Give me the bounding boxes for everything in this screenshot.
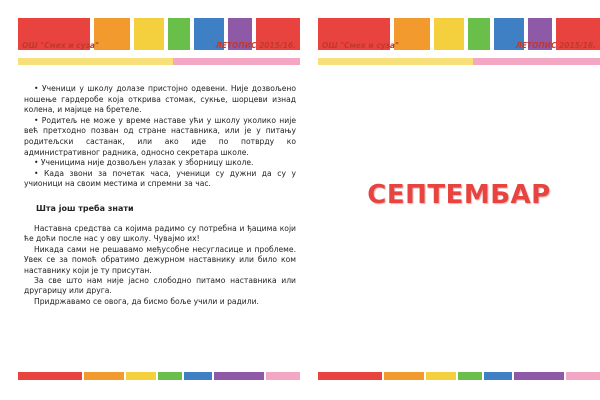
footer-seg-orange xyxy=(84,372,124,380)
header-color-blocks xyxy=(18,18,300,64)
footer-seg-yellow xyxy=(126,372,156,380)
rule-item: • Ученици у школу долазе пристојно одевени. Није дозвољено ношење гардеробе која открива стомак, сукње, шорцеви изнад колена, и мајице на бретеле. xyxy=(24,84,296,115)
header-school-name: ОШ "Смех и суза" xyxy=(322,41,399,50)
header-band xyxy=(18,58,300,65)
header-block-yellow xyxy=(134,18,164,50)
header-year: ЛЕТОПИС 2015/16. xyxy=(215,41,296,50)
right-page xyxy=(318,0,600,400)
header-block-green xyxy=(168,18,190,50)
footer-seg-pink xyxy=(266,372,300,380)
header-block-orange xyxy=(94,18,130,50)
header-block-yellow xyxy=(434,18,464,50)
notes-list xyxy=(24,224,296,307)
footer-seg-yellow xyxy=(426,372,456,380)
header-block-orange xyxy=(394,18,430,50)
header-year: ЛЕТОПИС 2015/16. xyxy=(515,41,596,50)
left-page xyxy=(18,0,300,400)
header-color-blocks xyxy=(318,18,600,64)
footer-seg-orange xyxy=(384,372,424,380)
section-subheading: Шта још треба знати xyxy=(36,204,134,213)
footer-seg-red xyxy=(318,372,382,380)
month-title: СЕПТЕМБАР xyxy=(367,180,551,210)
header-school-name: ОШ "Смех и суза" xyxy=(22,41,99,50)
footer-color-band xyxy=(18,372,300,380)
footer-seg-blue xyxy=(184,372,212,380)
header-block-green xyxy=(468,18,490,50)
rule-item: • Ученицима није дозвољен улазак у зборницу школе. xyxy=(34,158,254,168)
footer-color-band xyxy=(318,372,600,380)
note-paragraph: Придржавамо се овога, да бисмо боље учили и радили. xyxy=(34,296,259,306)
note-paragraph: Наставна средства са којима радимо су потребна и ђацима који ће доћи после нас у ову школу. Чувајмо их! xyxy=(24,224,296,244)
rules-list xyxy=(24,84,296,190)
footer-seg-pink xyxy=(566,372,600,380)
footer-seg-purple xyxy=(214,372,264,380)
rule-item: • Када звони за почетак часа, ученици су дужни да су у учионици на своим местима и спремни за час. xyxy=(24,168,296,189)
note-paragraph: Никада сами не решавамо међусобне несугласице и проблеме. Увек се за помоћ обратимо дежурном наставнику или било ком наставнику који је ту присутан. xyxy=(24,244,296,275)
header-band xyxy=(318,58,600,65)
footer-seg-blue xyxy=(484,372,512,380)
rule-item: • Родитељ не може у време наставе ући у школу уколико није већ претходно позван од стране наставника, или је у питању родитељски састанак, или ако иде по потврду ко административног радника, односно секретара школе. xyxy=(24,115,296,157)
footer-seg-green xyxy=(158,372,182,380)
footer-seg-green xyxy=(458,372,482,380)
footer-seg-purple xyxy=(514,372,564,380)
footer-seg-red xyxy=(18,372,82,380)
note-paragraph: За све што нам није јасно слободно питамо наставника или другарицу или друга. xyxy=(24,276,296,296)
